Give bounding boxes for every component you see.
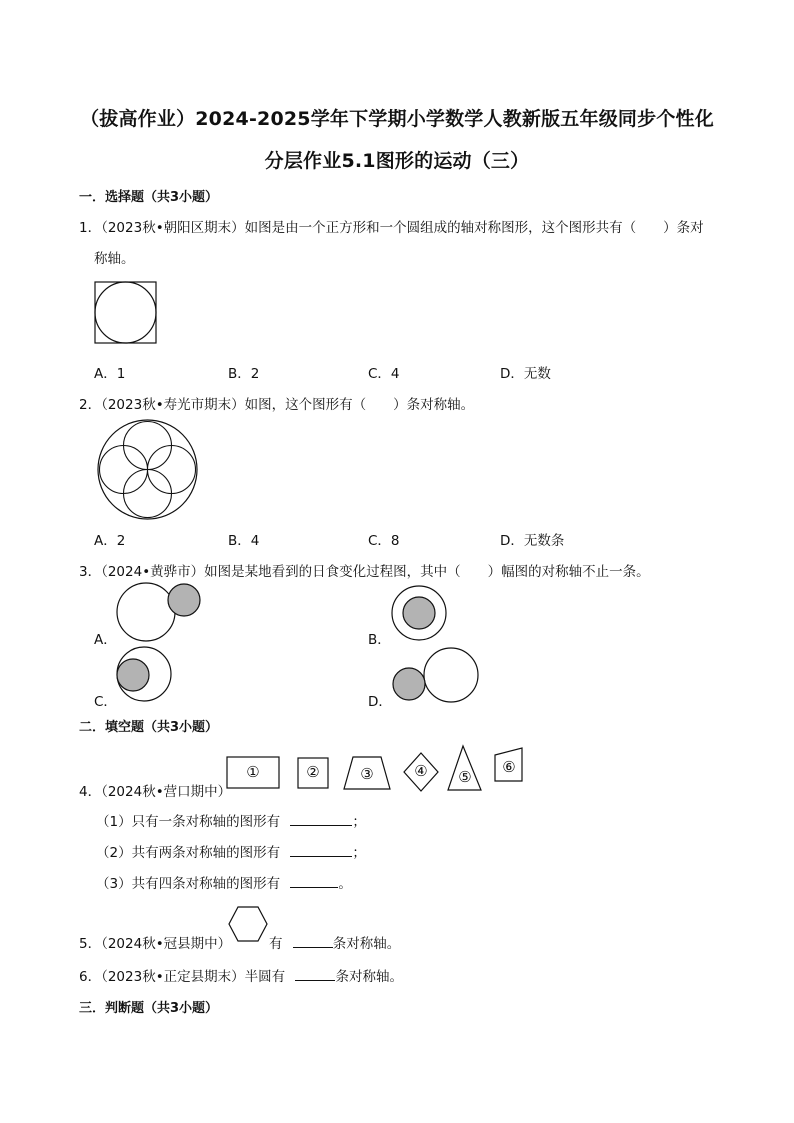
question-5-text: 5．（2024秋•冠县期中） — [79, 936, 232, 952]
eclipse-figure-d — [391, 646, 481, 706]
page-title-line-1: （拔高作业）2024-2025学年下学期小学数学人教新版五年级同步个性化 — [80, 108, 714, 130]
q2-option-c[interactable]: C．8 — [368, 533, 400, 549]
question-6-text — [79, 965, 403, 985]
page-title-line-2: 分层作业5.1图形的运动（三） — [264, 150, 530, 172]
q5-blank[interactable] — [293, 933, 333, 948]
question-2-text: 2．（2023秋•寿光市期末）如图，这个图形有（ ）条对称轴。 — [79, 397, 475, 413]
q3-option-d[interactable]: D． — [368, 694, 392, 710]
q1-option-b[interactable]: B．2 — [228, 366, 260, 382]
shape-6-label: ⑥ — [502, 758, 516, 776]
eclipse-figure-b — [391, 585, 449, 643]
q4-sub3-blank[interactable] — [290, 873, 338, 888]
shape-4-label: ④ — [414, 762, 428, 780]
q3-option-b[interactable]: B． — [368, 632, 391, 648]
q1-option-a[interactable]: A．1 — [94, 366, 126, 382]
question-5-text-cont — [269, 932, 400, 952]
q1-option-c[interactable]: C．4 — [368, 366, 400, 382]
section-heading-fill: 二．填空题（共3小题） — [79, 720, 219, 735]
shape-5-label: ⑤ — [458, 768, 472, 786]
question-4-sub-3 — [96, 872, 352, 892]
square-circle-figure — [94, 281, 158, 345]
q2-option-b[interactable]: B．4 — [228, 533, 260, 549]
shape-3-label: ③ — [360, 765, 374, 783]
q4-sub1-blank[interactable] — [290, 811, 352, 826]
q4-sub3-text: （3）共有四条对称轴的图形有 — [96, 876, 281, 892]
q4-sub1-text: （1）只有一条对称轴的图形有 — [96, 814, 281, 830]
q4-sub2-text: （2）共有两条对称轴的图形有 — [96, 845, 281, 861]
q4-sub3-punct: 。 — [338, 876, 352, 892]
q4-sub2-punct: ； — [352, 845, 366, 861]
q6-suffix: 条对称轴。 — [335, 969, 403, 985]
eclipse-figure-c — [114, 646, 174, 704]
q5-middle: 有 — [269, 936, 283, 952]
q6-prefix: 6．（2023秋•正定县期末）半圆有 — [79, 969, 286, 985]
q2-option-a[interactable]: A．2 — [94, 533, 126, 549]
q1-option-d[interactable]: D．无数 — [500, 366, 551, 382]
q6-blank[interactable] — [295, 966, 335, 981]
q5-suffix: 条对称轴。 — [332, 936, 401, 952]
q3-option-a[interactable]: A． — [94, 632, 117, 648]
q2-option-d[interactable]: D．无数条 — [500, 533, 565, 549]
section-heading-judge: 三．判断题（共3小题） — [79, 1001, 219, 1016]
question-4-sub-1 — [96, 810, 366, 830]
section-heading-choice: 一．选择题（共3小题） — [79, 190, 219, 205]
eclipse-figure-a — [116, 581, 206, 643]
question-1-text: 1．（2023秋•朝阳区期末）如图是由一个正方形和一个圆组成的轴对称图形，这个图形共有（ ）条对 — [79, 220, 704, 236]
shape-1-label: ① — [246, 763, 260, 781]
hexagon-figure — [228, 906, 268, 942]
question-1-text-cont: 称轴。 — [94, 251, 135, 267]
question-4-sub-2 — [96, 841, 366, 861]
four-circles-figure — [97, 419, 199, 521]
question-4-text: 4．（2024秋•营口期中） — [79, 784, 232, 800]
shape-2-label: ② — [306, 763, 320, 781]
question-3-text: 3．（2024•黄骅市）如图是某地看到的日食变化过程图，其中（ ）幅图的对称轴不止一条。 — [79, 564, 650, 580]
q4-sub1-punct: ； — [352, 814, 366, 830]
q3-option-c[interactable]: C． — [94, 694, 117, 710]
q4-sub2-blank[interactable] — [290, 842, 352, 857]
